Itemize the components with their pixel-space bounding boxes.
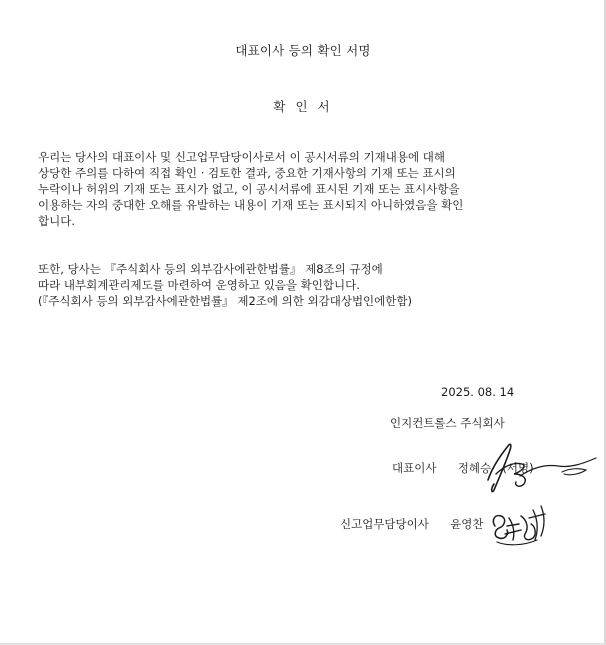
paragraph-line: 또한, 당사는 『주식회사 등의 외부감사에관한법률』 제8조의 규정에 xyxy=(38,262,383,276)
cfo-name: 윤영찬 xyxy=(450,517,484,531)
paragraph-line: 합니다. xyxy=(38,214,75,228)
ceo-name: 정혜승 xyxy=(457,461,492,475)
company-name: 인지컨트롤스 주식회사 xyxy=(390,416,505,430)
paragraph-line: 누락이나 허위의 기재 또는 표시가 없고, 이 공시서류에 표시된 기재 또는 표시사항을 xyxy=(38,182,460,196)
paragraph-line: 이용하는 자의 중대한 오해를 유발하는 내용이 기재 또는 표시되지 아니하였음을 확인 xyxy=(38,198,464,212)
ceo-handwritten-signature xyxy=(470,438,600,498)
internal-control-paragraph xyxy=(38,261,412,309)
cfo-signature-line xyxy=(340,516,484,532)
paragraph-line: 따라 내부회계관리제도를 마련하여 운영하고 있음을 확인합니다. xyxy=(38,278,360,292)
paragraph-line: (『주식회사 등의 외부감사에관한법률』 제2조에 의한 외감대상법인에한함) xyxy=(38,294,412,308)
document-heading: 확 인 서 xyxy=(273,99,333,114)
paragraph-line: 우리는 당사의 대표이사 및 신고업무담당이사로서 이 공시서류의 기재내용에 대해 xyxy=(38,150,445,164)
ceo-seal-label: (서명) xyxy=(502,461,534,475)
cfo-handwritten-signature xyxy=(483,496,563,556)
paragraph-line: 상당한 주의를 다하여 직접 확인 · 검토한 결과, 중요한 기재사항의 기재 또는 표시의 xyxy=(38,166,456,180)
ceo-title: 대표이사 xyxy=(392,461,437,475)
confirmation-paragraph xyxy=(38,149,463,229)
document-header-title: 대표이사 등의 확인 서명 xyxy=(235,43,371,58)
cfo-title: 신고업무담당이사 xyxy=(340,517,429,531)
signoff-date: 2025. 08. 14 xyxy=(441,385,515,399)
